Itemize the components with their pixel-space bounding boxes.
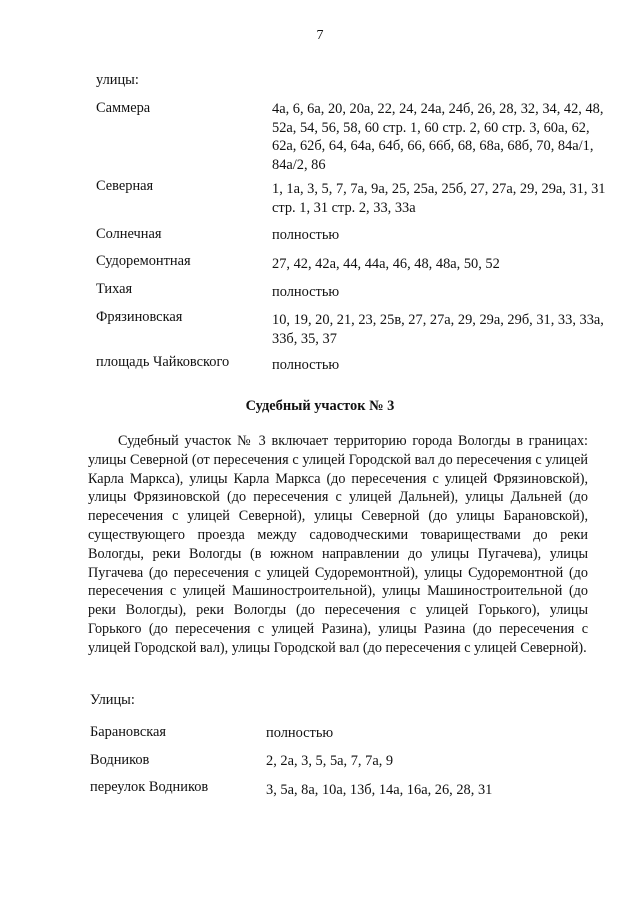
street-houses: 10, 19, 20, 21, 23, 25в, 27, 27а, 29, 29а, 29б, 31, 33, 33а, 33б, 35, 37 [272, 312, 604, 347]
streets-heading: улицы: [96, 72, 139, 88]
street-houses: полностью [272, 357, 340, 373]
section-title: Судебный участок № 3 [245, 398, 395, 414]
street-houses: 4а, 6, 6а, 20, 20а, 22, 24, 24а, 24б, 26, 28, 32, 34, 42, 48, 52а, 54, 56, 58, 60 стр. 1, 60 стр. 2, 60 стр. 3, 60а, 62, 62а, 62б, 64, 64а, 64б, 66, 66б, 68, 68а, 68б, 70, 84а/1, 84а/2, 86 [272, 101, 604, 173]
street-name: Северная [96, 178, 154, 194]
street-houses: 1, 1а, 3, 5, 7, 7а, 9а, 25, 25а, 25б, 27, 27а, 29, 29а, 31, 31 стр. 1, 31 стр. 2, 33, 33а [272, 181, 606, 216]
street-houses: 2, 2а, 3, 5, 5а, 7, 7а, 9 [266, 753, 394, 769]
street-name: Барановская [90, 724, 167, 740]
street-name: переулок Водников [90, 779, 209, 795]
street-name: Водников [90, 752, 150, 768]
street-houses: 3, 5а, 8а, 10а, 13б, 14а, 16а, 26, 28, 31 [266, 782, 493, 798]
streets-heading: Улицы: [90, 692, 135, 708]
street-houses: полностью [272, 284, 340, 300]
street-houses: 27, 42, 42а, 44, 44а, 46, 48, 48а, 50, 52 [272, 256, 500, 272]
street-name: Фрязиновская [96, 309, 183, 325]
street-name: площадь Чайковского [96, 354, 230, 370]
street-name: Саммера [96, 100, 151, 116]
street-houses: полностью [272, 227, 340, 243]
street-name: Тихая [96, 281, 133, 297]
street-houses: полностью [266, 725, 334, 741]
street-name: Судоремонтная [96, 253, 191, 269]
street-name: Солнечная [96, 226, 162, 242]
page-number: 7 [316, 28, 324, 43]
section-description: Судебный участок № 3 включает территорию города Вологды в границах: улицы Северной (от пересечения с улицей Городской вал до пересечения с улицей Карла Маркса), улицы Карла Маркса (до пересечения с улицей Фрязиновской), улицы Фрязиновской (до пересечения с улицей Дальней), улицы Дальней (до пересечения с улицей Северной), улицы Северной (до улицы Барановской), существующего проезда между садоводческими товариществами до реки Вологды, реки Вологды (в южном направлении до улицы Пугачева), улицы Пугачева (до пересечения с улицей Судоремонтной), улицы Судоремонтной (до пересечения с улицей Машиностроительной), улицы Машиностроительной (до реки Вологды), реки Вологды (до пересечения с улицей Горького), улицы Горького (до пересечения с улицей Разина), улицы Разина (до пересечения с улицей Городской вал), улицы Городской вал (до пересечения с улицей Северной). [88, 433, 588, 656]
